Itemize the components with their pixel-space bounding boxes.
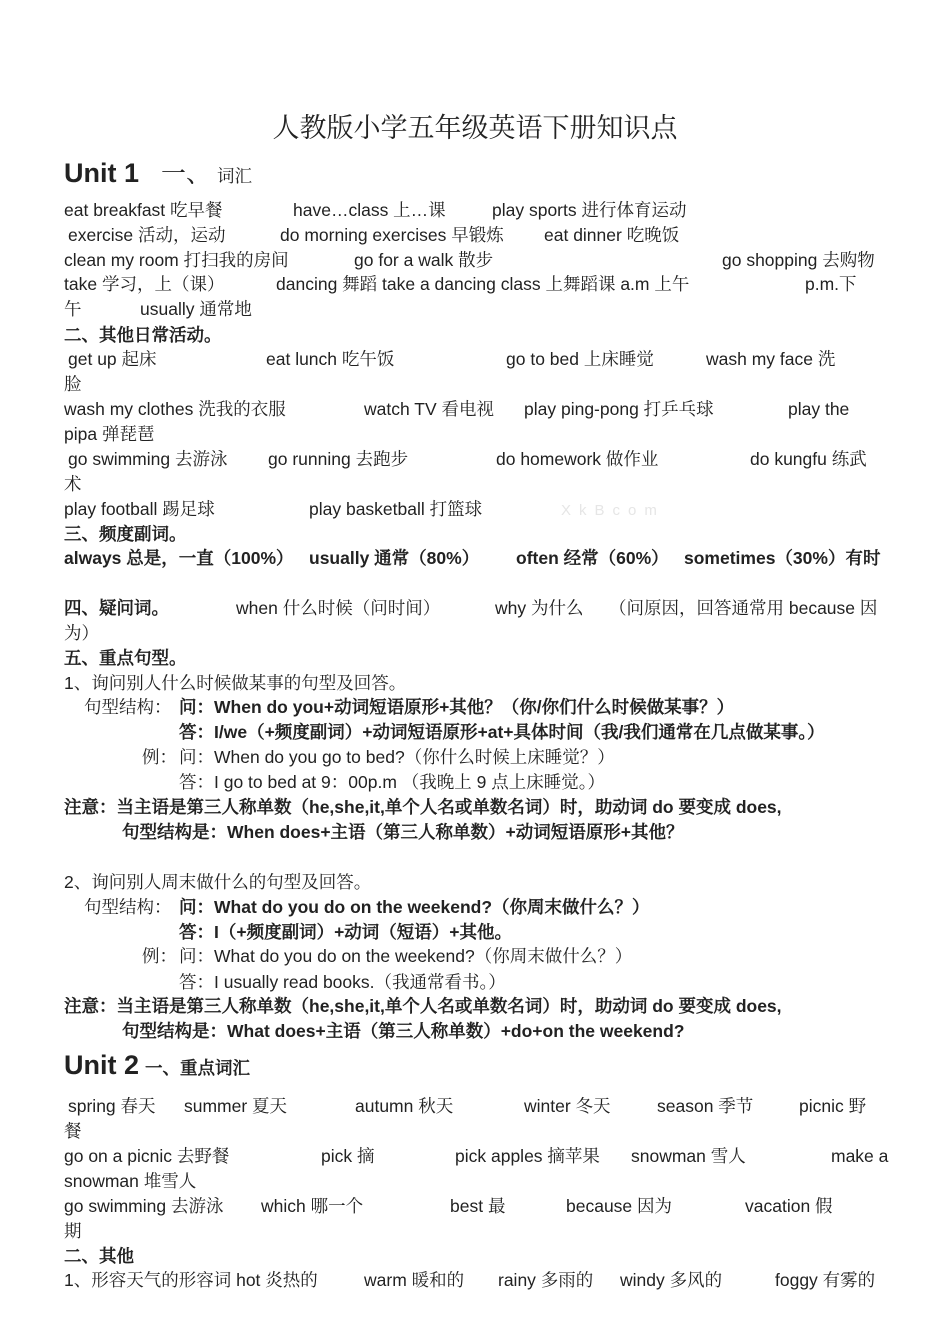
daily-item: go swimming 去游泳 <box>68 449 228 469</box>
daily-item: play the <box>788 399 850 419</box>
vocab-line-5 <box>64 297 252 321</box>
unit2-section-label: 一、重点词汇 <box>145 1058 251 1078</box>
vocab-item: go for a walk 散步 <box>354 250 494 270</box>
pattern1-answer: 答：I/we（+频度副词）+动词短语原形+at+具体时间（我/我们通常在几点做某事。） <box>179 722 825 742</box>
pattern1-example-question: 问：When do you go to bed?（你什么时候上床睡觉？） <box>179 747 615 767</box>
question-words-line-2: 为） <box>64 623 99 643</box>
pattern1-example-answer: 答：I go to bed at 9：00p.m （我晚上 9 点上床睡觉。） <box>179 772 605 792</box>
daily-heading: 二、其他日常活动。 <box>64 325 222 345</box>
u2-weather-line <box>64 1268 875 1292</box>
vocab-item: usually 通常地 <box>140 299 252 319</box>
pattern1-title: 1、询问别人什么时候做某事的句型及回答。 <box>64 673 407 693</box>
pattern2-note-2: 句型结构是：What does+主语（第三人称单数）+do+on the weekend? <box>122 1021 685 1041</box>
vocab-item: take 学习，上（课） <box>64 274 225 294</box>
pattern1-struct-label: 句型结构： <box>84 697 172 717</box>
vocab-line-1 <box>64 198 686 222</box>
vocab-item: have…class 上…课 <box>293 200 446 220</box>
u2-vocab-line-2: 餐 <box>64 1121 82 1141</box>
u2-vocab-item: pick apples 摘苹果 <box>455 1146 600 1166</box>
vocab-line-3 <box>64 248 875 272</box>
daily-line-3 <box>64 397 849 421</box>
vocab-item: go shopping 去购物 <box>722 250 875 270</box>
daily-item: play football 踢足球 <box>64 499 215 519</box>
pattern1-question-line <box>84 695 734 719</box>
daily-item: go running 去跑步 <box>268 449 409 469</box>
weather-item: foggy 有雾的 <box>775 1270 876 1290</box>
vocab-item: 午 <box>64 299 82 319</box>
unit1-section-label: 词汇 <box>217 166 253 186</box>
u2-vocab-line-6: 期 <box>64 1221 82 1241</box>
pattern1-note: 注意：当主语是第三人称单数（he,she,it,单个人名或单数名词）时，助动词 do 要变成 does, <box>64 797 782 817</box>
unit1-heading <box>64 154 252 190</box>
u2-vocab-item: picnic 野 <box>799 1096 867 1116</box>
pattern1-question: 问：When do you+动词短语原形+其他？（你/你们什么时候做某事？） <box>179 697 735 717</box>
vocab-item: clean my room 打扫我的房间 <box>64 250 289 270</box>
pattern2-struct-label: 句型结构： <box>84 897 172 917</box>
daily-item: wash my clothes 洗我的衣服 <box>64 399 286 419</box>
u2-vocab-item: vacation 假 <box>745 1196 833 1216</box>
daily-item: do kungfu 练武 <box>750 449 867 469</box>
u2-vocab-line-1 <box>68 1094 866 1118</box>
u2-vocab-item: winter 冬天 <box>524 1096 611 1116</box>
freq-item: often 经常（60%） <box>516 548 669 568</box>
question-word-note: （问原因，回答通常用 because 因 <box>609 598 878 618</box>
weather-item: warm 暖和的 <box>364 1270 465 1290</box>
vocab-line-2 <box>68 223 679 247</box>
u2-other-heading: 二、其他 <box>64 1246 134 1266</box>
pattern1-note-2: 句型结构是：When does+主语（第三人称单数）+动词短语原形+其他？ <box>122 822 684 842</box>
freq-item: usually 通常（80%） <box>309 548 480 568</box>
vocab-item: dancing 舞蹈 take a dancing class 上舞蹈课 a.m 上午 <box>276 274 690 294</box>
u2-vocab-item: season 季节 <box>657 1096 754 1116</box>
u2-vocab-item: go on a picnic 去野餐 <box>64 1146 230 1166</box>
daily-item: eat lunch 吃午饭 <box>266 349 395 369</box>
daily-line-4: pipa 弹琵琶 <box>64 424 155 444</box>
question-words-heading: 四、疑问词。 <box>64 598 169 618</box>
weather-item: windy 多风的 <box>620 1270 723 1290</box>
vocab-item: eat dinner 吃晚饭 <box>544 225 680 245</box>
unit1-title: Unit 1 <box>64 158 140 188</box>
u2-vocab-item: which 哪一个 <box>261 1196 364 1216</box>
daily-item: do homework 做作业 <box>496 449 659 469</box>
freq-heading: 三、频度副词。 <box>64 524 187 544</box>
weather-item: rainy 多雨的 <box>498 1270 594 1290</box>
u2-vocab-line-4: snowman 堆雪人 <box>64 1171 197 1191</box>
daily-line-5 <box>68 447 867 471</box>
pattern2-example-question: 问：What do you do on the weekend?（你周末做什么？） <box>179 946 633 966</box>
pattern1-example-q <box>142 745 615 769</box>
pattern2-example-label: 例： <box>142 946 177 966</box>
question-words-line <box>64 596 877 620</box>
u2-vocab-line-5 <box>64 1194 833 1218</box>
daily-item: play basketball 打篮球 <box>309 499 483 519</box>
u2-vocab-item: snowman 雪人 <box>631 1146 746 1166</box>
vocab-item: p.m.下 <box>805 274 857 294</box>
unit2-heading <box>64 1050 250 1081</box>
unit2-title: Unit 2 <box>64 1050 140 1080</box>
pattern-heading: 五、重点句型。 <box>64 648 187 668</box>
u2-vocab-item: summer 夏天 <box>184 1096 288 1116</box>
daily-line-1 <box>68 347 835 371</box>
daily-line-2: 脸 <box>64 374 82 394</box>
u2-vocab-item: go swimming 去游泳 <box>64 1196 224 1216</box>
watermark: XkBcom <box>561 502 665 519</box>
question-word: why 为什么 <box>495 598 584 618</box>
u2-vocab-line-3 <box>64 1144 888 1168</box>
vocab-item: exercise 活动，运动 <box>68 225 226 245</box>
pattern2-question: 问：What do you do on the weekend?（你周末做什么？） <box>179 897 650 917</box>
u2-vocab-item: make a <box>831 1146 889 1166</box>
vocab-line-4 <box>64 272 857 296</box>
daily-item: play ping-pong 打乒乓球 <box>524 399 714 419</box>
pattern2-title: 2、询问别人周末做什么的句型及回答。 <box>64 872 372 892</box>
daily-item: get up 起床 <box>68 349 157 369</box>
u2-vocab-item: pick 摘 <box>321 1146 375 1166</box>
pattern1-example-label: 例： <box>142 747 177 767</box>
vocab-item: eat breakfast 吃早餐 <box>64 200 223 220</box>
pattern2-answer: 答：I（+频度副词）+动词（短语）+其他。 <box>179 922 513 942</box>
u2-vocab-item: best 最 <box>450 1196 506 1216</box>
freq-item: always 总是，一直（100%） <box>64 548 294 568</box>
pattern2-example-answer: 答：I usually read books.（我通常看书。） <box>179 972 506 992</box>
weather-item: 1、形容天气的形容词 hot 炎热的 <box>64 1270 318 1290</box>
pattern2-example-q <box>142 944 632 968</box>
u2-vocab-item: spring 春天 <box>68 1096 156 1116</box>
pattern2-question-line <box>84 895 650 919</box>
u2-vocab-item: autumn 秋天 <box>355 1096 454 1116</box>
daily-item: wash my face 洗 <box>706 349 836 369</box>
u2-vocab-item: because 因为 <box>566 1196 673 1216</box>
vocab-item: play sports 进行体育运动 <box>492 200 687 220</box>
pattern2-note: 注意：当主语是第三人称单数（he,she,it,单个人名或单数名词）时，助动词 do 要变成 does, <box>64 996 782 1016</box>
question-word: when 什么时候（问时间） <box>236 598 441 618</box>
vocab-item: do morning exercises 早锻炼 <box>280 225 504 245</box>
page-title: 人教版小学五年级英语下册知识点 <box>272 113 678 144</box>
daily-item: go to bed 上床睡觉 <box>506 349 654 369</box>
freq-item: sometimes（30%）有时 <box>684 548 881 568</box>
unit1-section-num: 一、 <box>161 160 212 188</box>
daily-line-6: 术 <box>64 474 82 494</box>
daily-line-7 <box>64 497 665 523</box>
freq-line <box>64 546 880 570</box>
daily-item: watch TV 看电视 <box>364 399 494 419</box>
